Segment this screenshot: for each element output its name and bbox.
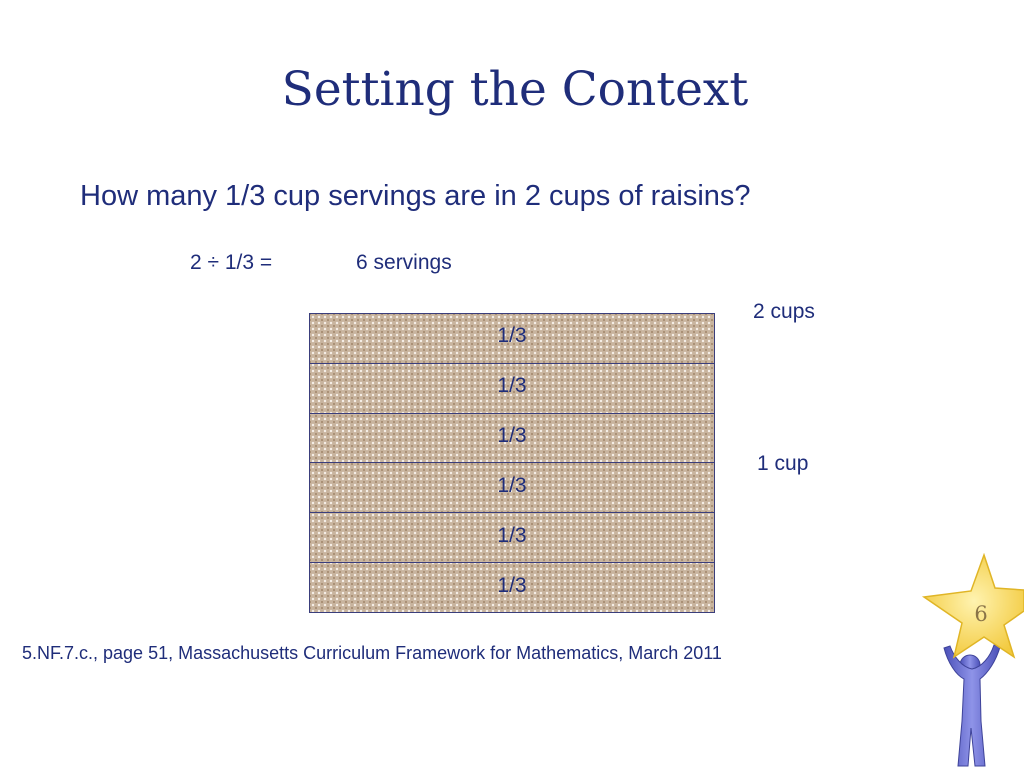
serving-strip — [310, 314, 714, 364]
one-cup-label: 1 cup — [757, 452, 809, 475]
serving-strip — [310, 414, 714, 464]
strip-label: 1/3 — [497, 573, 527, 597]
strip-label: 1/3 — [497, 523, 527, 547]
page-number: 6 — [974, 602, 988, 626]
serving-strip — [310, 364, 714, 414]
slide-title: Setting the Context — [281, 62, 749, 117]
division-equation: 2 ÷ 1/3 = — [190, 251, 273, 274]
strip-label: 1/3 — [497, 374, 527, 398]
strip-label: 1/3 — [497, 324, 527, 348]
strip-label: 1/3 — [497, 473, 527, 497]
serving-strip — [310, 463, 714, 513]
star-person-icon — [918, 553, 1024, 768]
question-text: How many 1/3 cup servings are in 2 cups of raisins? — [80, 180, 751, 212]
source-footnote: 5.NF.7.c., page 51, Massachusetts Curriculum Framework for Mathematics, March 2011 — [22, 643, 722, 663]
total-cups-label: 2 cups — [753, 300, 815, 323]
equation-answer: 6 servings — [356, 251, 452, 274]
serving-strip — [310, 513, 714, 563]
serving-strips-diagram — [309, 313, 715, 613]
strip-label: 1/3 — [497, 424, 527, 448]
serving-strip — [310, 563, 714, 612]
